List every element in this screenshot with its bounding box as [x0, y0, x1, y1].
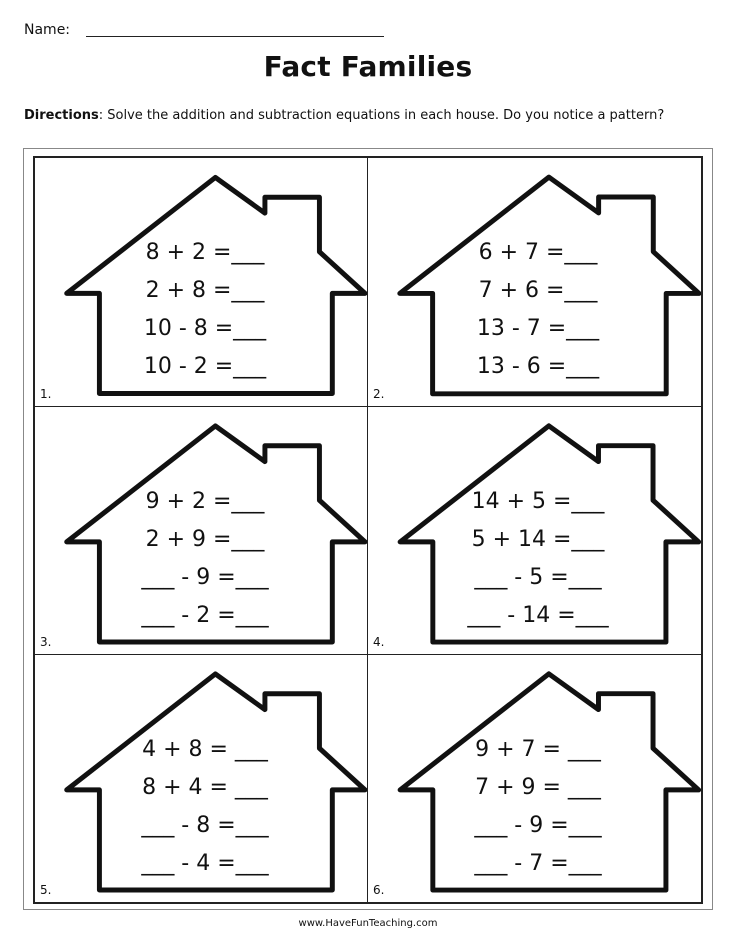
page-title: Fact Families	[263, 50, 473, 83]
name-row	[24, 22, 384, 42]
equation[interactable]: 10 - 2 =___	[143, 354, 267, 379]
equation[interactable]: 6 + 7 =___	[478, 240, 598, 265]
equation[interactable]: 7 + 9 = ___	[475, 774, 601, 800]
equation[interactable]: ___ - 4 =___	[141, 850, 269, 876]
equation[interactable]: 9 + 7 = ___	[475, 736, 601, 762]
footer-credit: www.HaveFunTeaching.com	[298, 918, 438, 929]
equation[interactable]: 5 + 14 =___	[471, 526, 605, 552]
equation-list	[125, 234, 285, 386]
equation[interactable]: 2 + 8 =___	[145, 278, 265, 303]
equation[interactable]: 8 + 2 =___	[145, 240, 265, 265]
equation-list	[125, 483, 285, 635]
house-number: 3.	[40, 634, 52, 649]
house-number: 4.	[373, 634, 385, 649]
house-cell-6	[368, 654, 701, 902]
equation-list	[125, 731, 285, 883]
equation[interactable]: 13 - 6 =___	[476, 354, 600, 379]
house-cell-4	[368, 406, 701, 654]
equation[interactable]: ___ - 5 =___	[474, 564, 602, 590]
house-cell-1	[35, 158, 368, 406]
equation[interactable]: ___ - 14 =___	[467, 602, 609, 628]
equation[interactable]: ___ - 8 =___	[141, 812, 269, 838]
house-number: 5.	[40, 882, 52, 897]
equation[interactable]: 7 + 6 =___	[478, 278, 598, 303]
equation-list	[458, 483, 618, 635]
name-line[interactable]	[86, 36, 384, 37]
equation[interactable]: ___ - 2 =___	[141, 602, 269, 628]
directions-text: : Solve the addition and subtraction equations in each house. Do you notice a pattern?	[98, 108, 665, 123]
house-cell-2	[368, 158, 701, 406]
equation[interactable]: 14 + 5 =___	[471, 488, 605, 514]
directions	[24, 108, 664, 123]
equation[interactable]: ___ - 9 =___	[141, 564, 269, 590]
worksheet-frame	[23, 148, 713, 910]
house-number: 2.	[373, 386, 385, 401]
directions-label: Directions	[24, 108, 99, 123]
equation-list	[458, 731, 618, 883]
equation[interactable]: 2 + 9 =___	[145, 526, 265, 552]
equation[interactable]: 10 - 8 =___	[143, 316, 267, 341]
houses-grid	[33, 156, 703, 904]
house-number: 1.	[40, 386, 52, 401]
house-number: 6.	[373, 882, 385, 897]
house-cell-5	[35, 654, 368, 902]
equation[interactable]: ___ - 7 =___	[474, 850, 602, 876]
equation[interactable]: 8 + 4 = ___	[142, 774, 268, 800]
equation-list	[458, 234, 618, 386]
house-cell-3	[35, 406, 368, 654]
equation[interactable]: 9 + 2 =___	[145, 488, 265, 514]
name-label: Name:	[24, 22, 71, 38]
equation[interactable]: 4 + 8 = ___	[142, 736, 268, 762]
equation[interactable]: 13 - 7 =___	[476, 316, 600, 341]
equation[interactable]: ___ - 9 =___	[474, 812, 602, 838]
